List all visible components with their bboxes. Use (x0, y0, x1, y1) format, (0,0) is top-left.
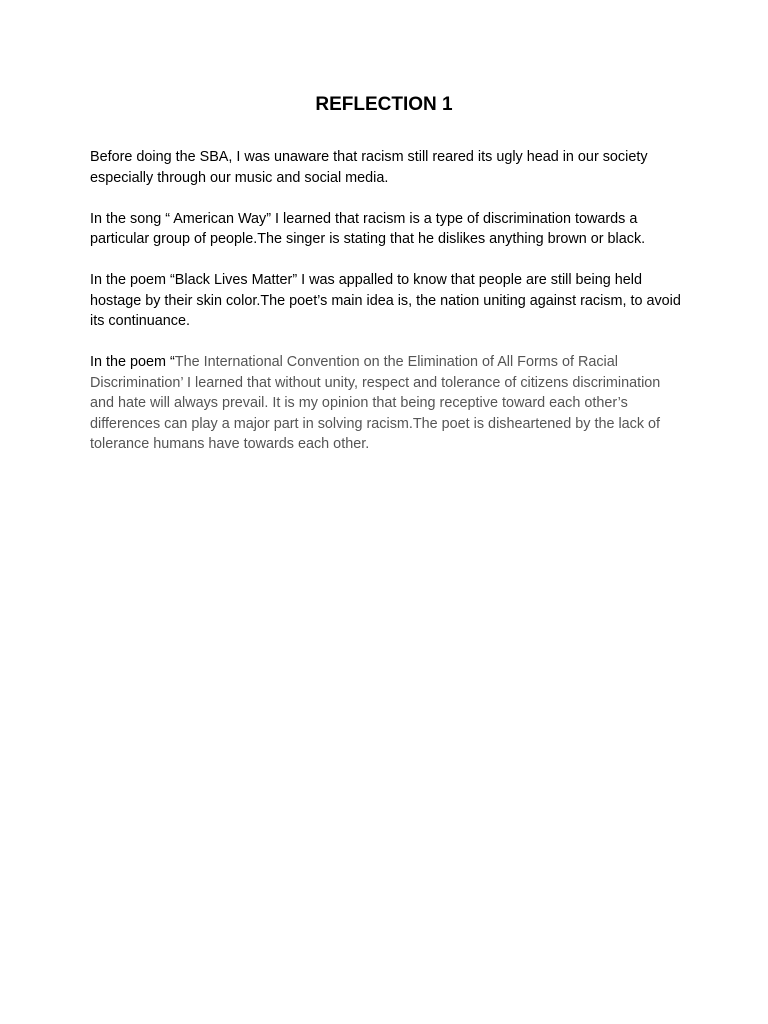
paragraph-lead-text: In the poem “ (90, 354, 175, 370)
paragraph-sba-intro: Before doing the SBA, I was unaware that racism still reared its ugly head in our society especially through our music and social media. (90, 149, 648, 186)
document-body (90, 147, 682, 475)
paragraph-black-lives-matter: In the poem “Black Lives Matter” I was appalled to know that people are still being held hostage by their skin color.The poet’s main idea is, the nation uniting against racism, to avoid its continuance. (90, 272, 681, 329)
paragraph-american-way: In the song “ American Way” I learned that racism is a type of discrimination towards a particular group of people.The singer is stating that he dislikes anything brown or black. (90, 210, 646, 247)
document-title: REFLECTION 1 (315, 94, 453, 115)
paragraph-international-convention (90, 352, 682, 455)
paragraph-convention-text: The International Convention on the Elimination of All Forms of Racial Discrimination’ I learned that without unity, respect and tolerance of citizens discrimination and hate will always prevail. It is my opinion that being receptive toward each other’s differences can play a major part in solving racism.The poet is disheartened by the lack of tolerance humans have towards each other. (90, 354, 661, 452)
